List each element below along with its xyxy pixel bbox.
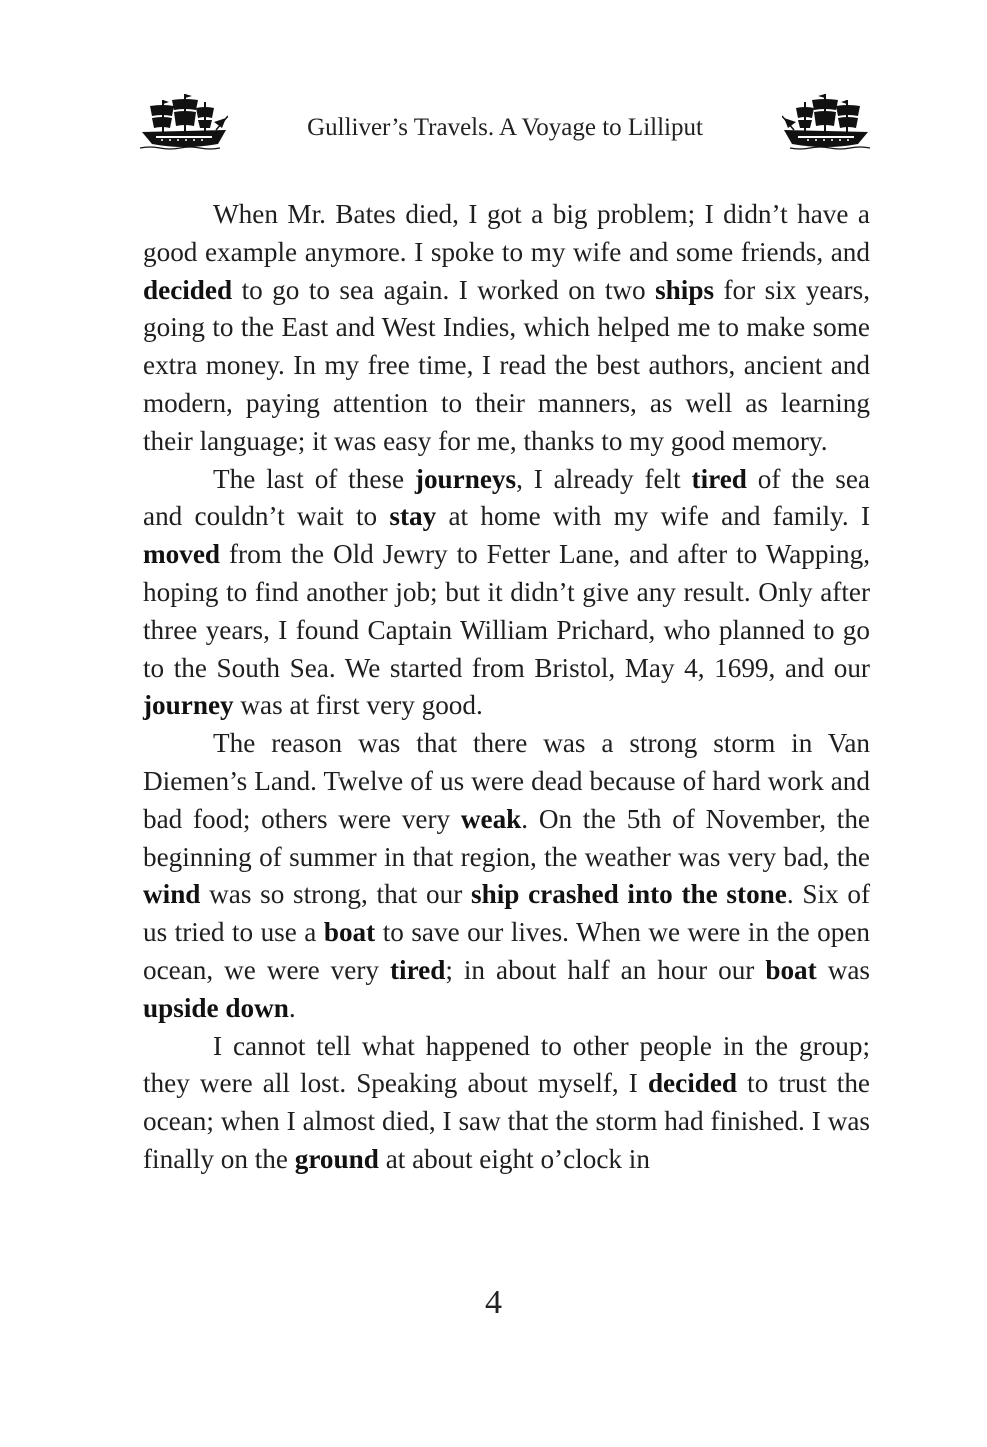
body-text — [143, 196, 870, 1179]
text-run: was at first very good. — [233, 690, 483, 721]
paragraph-3 — [143, 725, 870, 1027]
text-run: . Six of us tried to use a — [143, 879, 871, 948]
emphasized-word: journeys — [414, 463, 517, 494]
text-run: , I already felt — [516, 463, 692, 494]
emphasized-word: wind — [143, 879, 201, 910]
text-run: for six years, going to the East and West Indies, which helped me to make some extra money. In my free time, I read the best authors, ancient and modern, paying attention to their manners, as well as learning their language; it was easy for me, thanks to my good memory. — [143, 274, 870, 456]
emphasized-word: journey — [143, 690, 234, 721]
text-run: at home with my wife and family. I — [436, 501, 871, 532]
text-run: . — [288, 992, 296, 1023]
text-run: . On the 5th of November, the beginning of summer in that region, the weather was very bad, the — [143, 803, 870, 872]
text-run: was so strong, that our — [200, 879, 471, 910]
emphasized-word: upside down — [143, 992, 289, 1023]
emphasized-word: boat — [765, 954, 817, 985]
text-run: of the sea and couldn’t wait to — [143, 463, 870, 532]
sailing-ship-icon — [782, 92, 870, 154]
text-run: to save our lives. When we were in the open ocean, we were very — [143, 917, 870, 985]
text-run: ; in about half an hour our — [445, 954, 766, 985]
text-run: was — [816, 954, 870, 985]
text-run: The reason was that there was a strong storm in Van Diemen’s Land. Twelve of us were dead because of hard work and bad food; others were very — [143, 728, 870, 834]
emphasized-word: tired — [389, 954, 446, 985]
text-run: from the Old Jewry to Fetter Lane, and after to Wapping, hoping to find another job; but it didn’t give any result. Only after three years, I found Captain William Prichard, who planned to go to the South Sea. We started from Bristol, May 4, 1699, and our — [143, 539, 870, 683]
emphasized-word: decided — [143, 274, 233, 305]
emphasized-word: ship crashed into the stone — [471, 879, 787, 910]
emphasized-word: tired — [691, 463, 747, 494]
book-title: Gulliver’s Travels. A Voyage to Lilliput — [307, 114, 703, 141]
text-run: to trust the ocean; when I almost died, I saw that the storm had finished. I was finally on the — [143, 1068, 870, 1174]
running-header — [140, 92, 870, 162]
text-run: at about eight o’clock in — [378, 1143, 650, 1174]
text-run: to go to sea again. I worked on two — [232, 274, 656, 305]
emphasized-word: ground — [294, 1143, 379, 1174]
paragraph-2 — [143, 461, 870, 726]
text-run: When Mr. Bates died, I got a big problem; I didn’t have a good example anymore. I spoke to my wife and some friends, and — [143, 199, 870, 267]
paragraph-4 — [143, 1028, 870, 1179]
emphasized-word: boat — [323, 917, 376, 948]
emphasized-word: ships — [655, 274, 715, 305]
text-run: I cannot tell what happened to other people in the group; they were all lost. Speaking about myself, I — [143, 1030, 870, 1099]
emphasized-word: decided — [647, 1068, 738, 1099]
page-number: 4 — [485, 1284, 502, 1321]
emphasized-word: moved — [143, 539, 221, 570]
emphasized-word: weak — [460, 803, 522, 834]
emphasized-word: stay — [389, 501, 437, 532]
text-run: The last of these — [213, 463, 415, 494]
paragraph-1 — [143, 196, 870, 461]
